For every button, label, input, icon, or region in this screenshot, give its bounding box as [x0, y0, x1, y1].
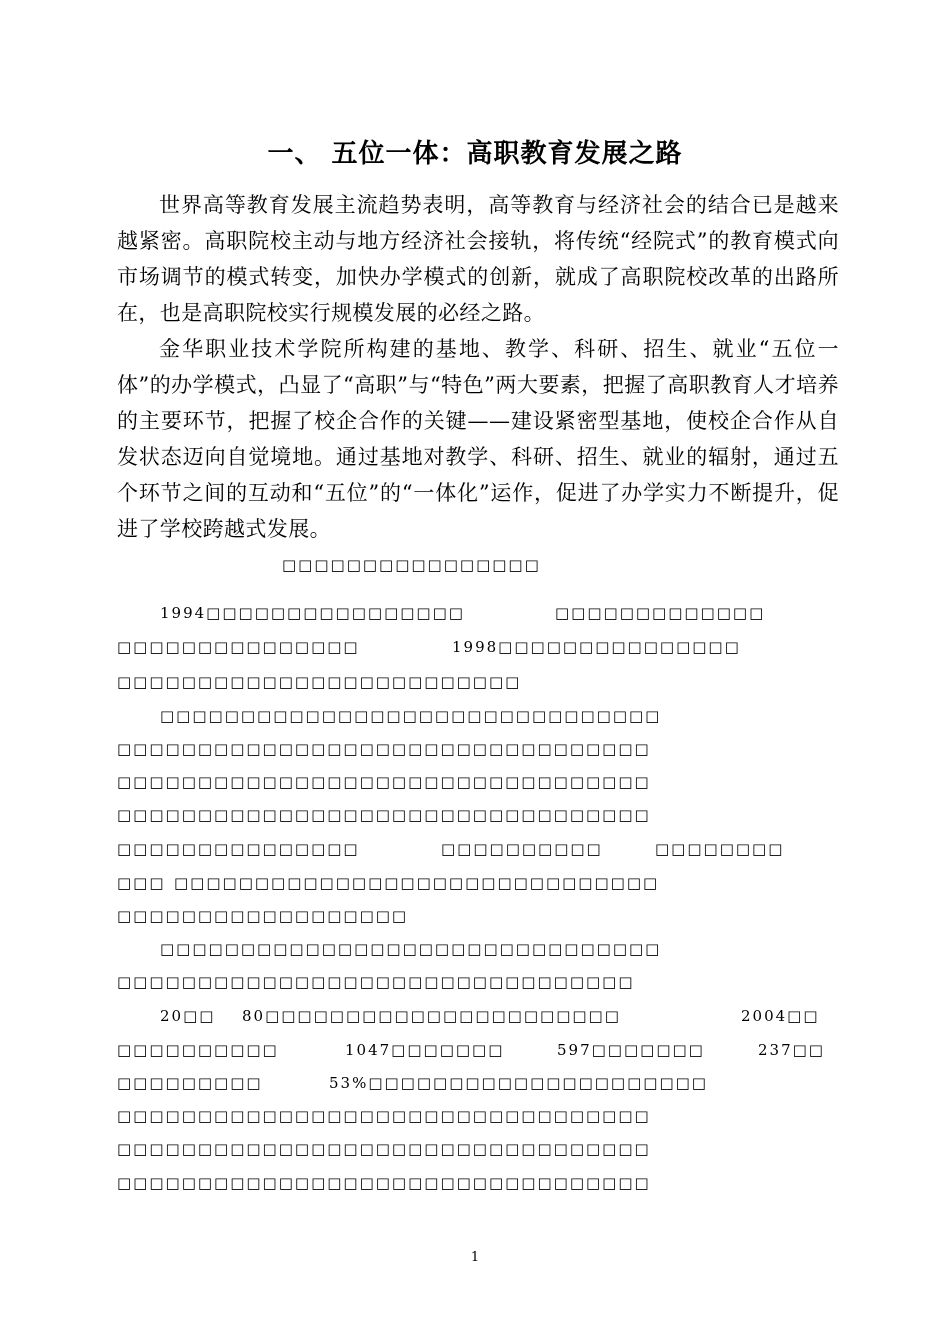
garbled-line: □□□□□□□□□□□□□□□□□□□□□□□□□□□□□□□□□	[117, 1140, 651, 1158]
garbled-line: 237□□	[758, 1041, 825, 1059]
garbled-line: □□□□□□□□□□□□□□□□□□□□□□□□□□□□□□□	[160, 940, 662, 958]
garbled-line: □□□□□□□□□□□□□□□	[117, 840, 360, 858]
garbled-line: □□□□□□□□□□□□□□□□□□□□□□□□□	[117, 673, 522, 691]
paragraph-2: 金华职业技术学院所构建的基地、教学、科研、招生、就业“五位一体”的办学模式，凸显了“高职”与“特色”两大要素，把握了高职教育人才培养的主要环节，把握了校企合作的关键——建设紧密型基地，使校企合作从自发状态迈向自觉境地。通过基地对教学、科研、招生、就业的辐射，通过五个环节之间的互动和“五位”的“一体化”运作，促进了办学实力不断提升，促进了学校跨越式发展。	[117, 337, 839, 541]
garbled-line: □□□□□□□□□□□□□□□□□□□□□□□□□□□□□□□	[160, 707, 662, 725]
paragraph-1: 世界高等教育发展主流趋势表明，高等教育与经济社会的结合已是越来越紧密。高职院校主动与地方经济社会接轨，将传统“经院式”的教育模式向市场调节的模式转变，加快办学模式的创新，就成了高职院校改革的出路所在，也是高职院校实行规模发展的必经之路。	[117, 193, 839, 325]
garbled-subheading: □□□□□□□□□□□□□□□□	[282, 556, 541, 574]
section-title: 一、 五位一体：高职教育发展之路	[267, 139, 683, 169]
garbled-line: 53%□□□□□□□□□□□□□□□□□□□□□	[329, 1074, 708, 1092]
garbled-line: □□□□□□□□□□□□□□□	[117, 638, 360, 656]
garbled-line: □□□□□□□□	[655, 840, 785, 858]
garbled-line: 597□□□□□□□	[557, 1041, 705, 1059]
garbled-line: □□□□□□□□□□□□□□□□□□□□□□□□□□□□□□	[174, 874, 660, 892]
garbled-line: □□□□□□□□□□□□□□□□□□□□□□□□□□□□□□□□□	[117, 773, 651, 791]
garbled-line: 2004□□	[741, 1007, 820, 1025]
garbled-line: □□□□□□□□□□□□□□□□□□□□□□□□□□□□□□□□□	[117, 1174, 651, 1192]
garbled-line: □□□□□□□□□□□□□□□□□□	[117, 907, 409, 925]
garbled-line: □□□□□□□□□□	[117, 1041, 279, 1059]
garbled-line: 20□□	[160, 1007, 216, 1025]
garbled-line: 80□□□□□□□□□□□□□□□□□□□□□□	[242, 1007, 621, 1025]
garbled-line: □□□□□□□□□□□□□□□□□□□□□□□□□□□□□□□□□	[117, 1107, 651, 1125]
garbled-line: 1998□□□□□□□□□□□□□□□	[452, 638, 741, 656]
garbled-line: 1047□□□□□□□	[345, 1041, 505, 1059]
garbled-line: □□□□□□□□□□	[441, 840, 603, 858]
garbled-line: □□□□□□□□□□□□□□□□□□□□□□□□□□□□□□□□	[117, 973, 635, 991]
garbled-line: □□□□□□□□□□□□□	[555, 604, 766, 622]
garbled-line: □□□	[117, 874, 166, 892]
page-number: 1	[470, 1250, 480, 1265]
garbled-line: □□□□□□□□□□□□□□□□□□□□□□□□□□□□□□□□□	[117, 806, 651, 824]
garbled-line: □□□□□□□□□	[117, 1074, 263, 1092]
garbled-line: □□□□□□□□□□□□□□□□□□□□□□□□□□□□□□□□□	[117, 740, 651, 758]
garbled-line: 1994□□□□□□□□□□□□□□□□	[160, 604, 465, 622]
